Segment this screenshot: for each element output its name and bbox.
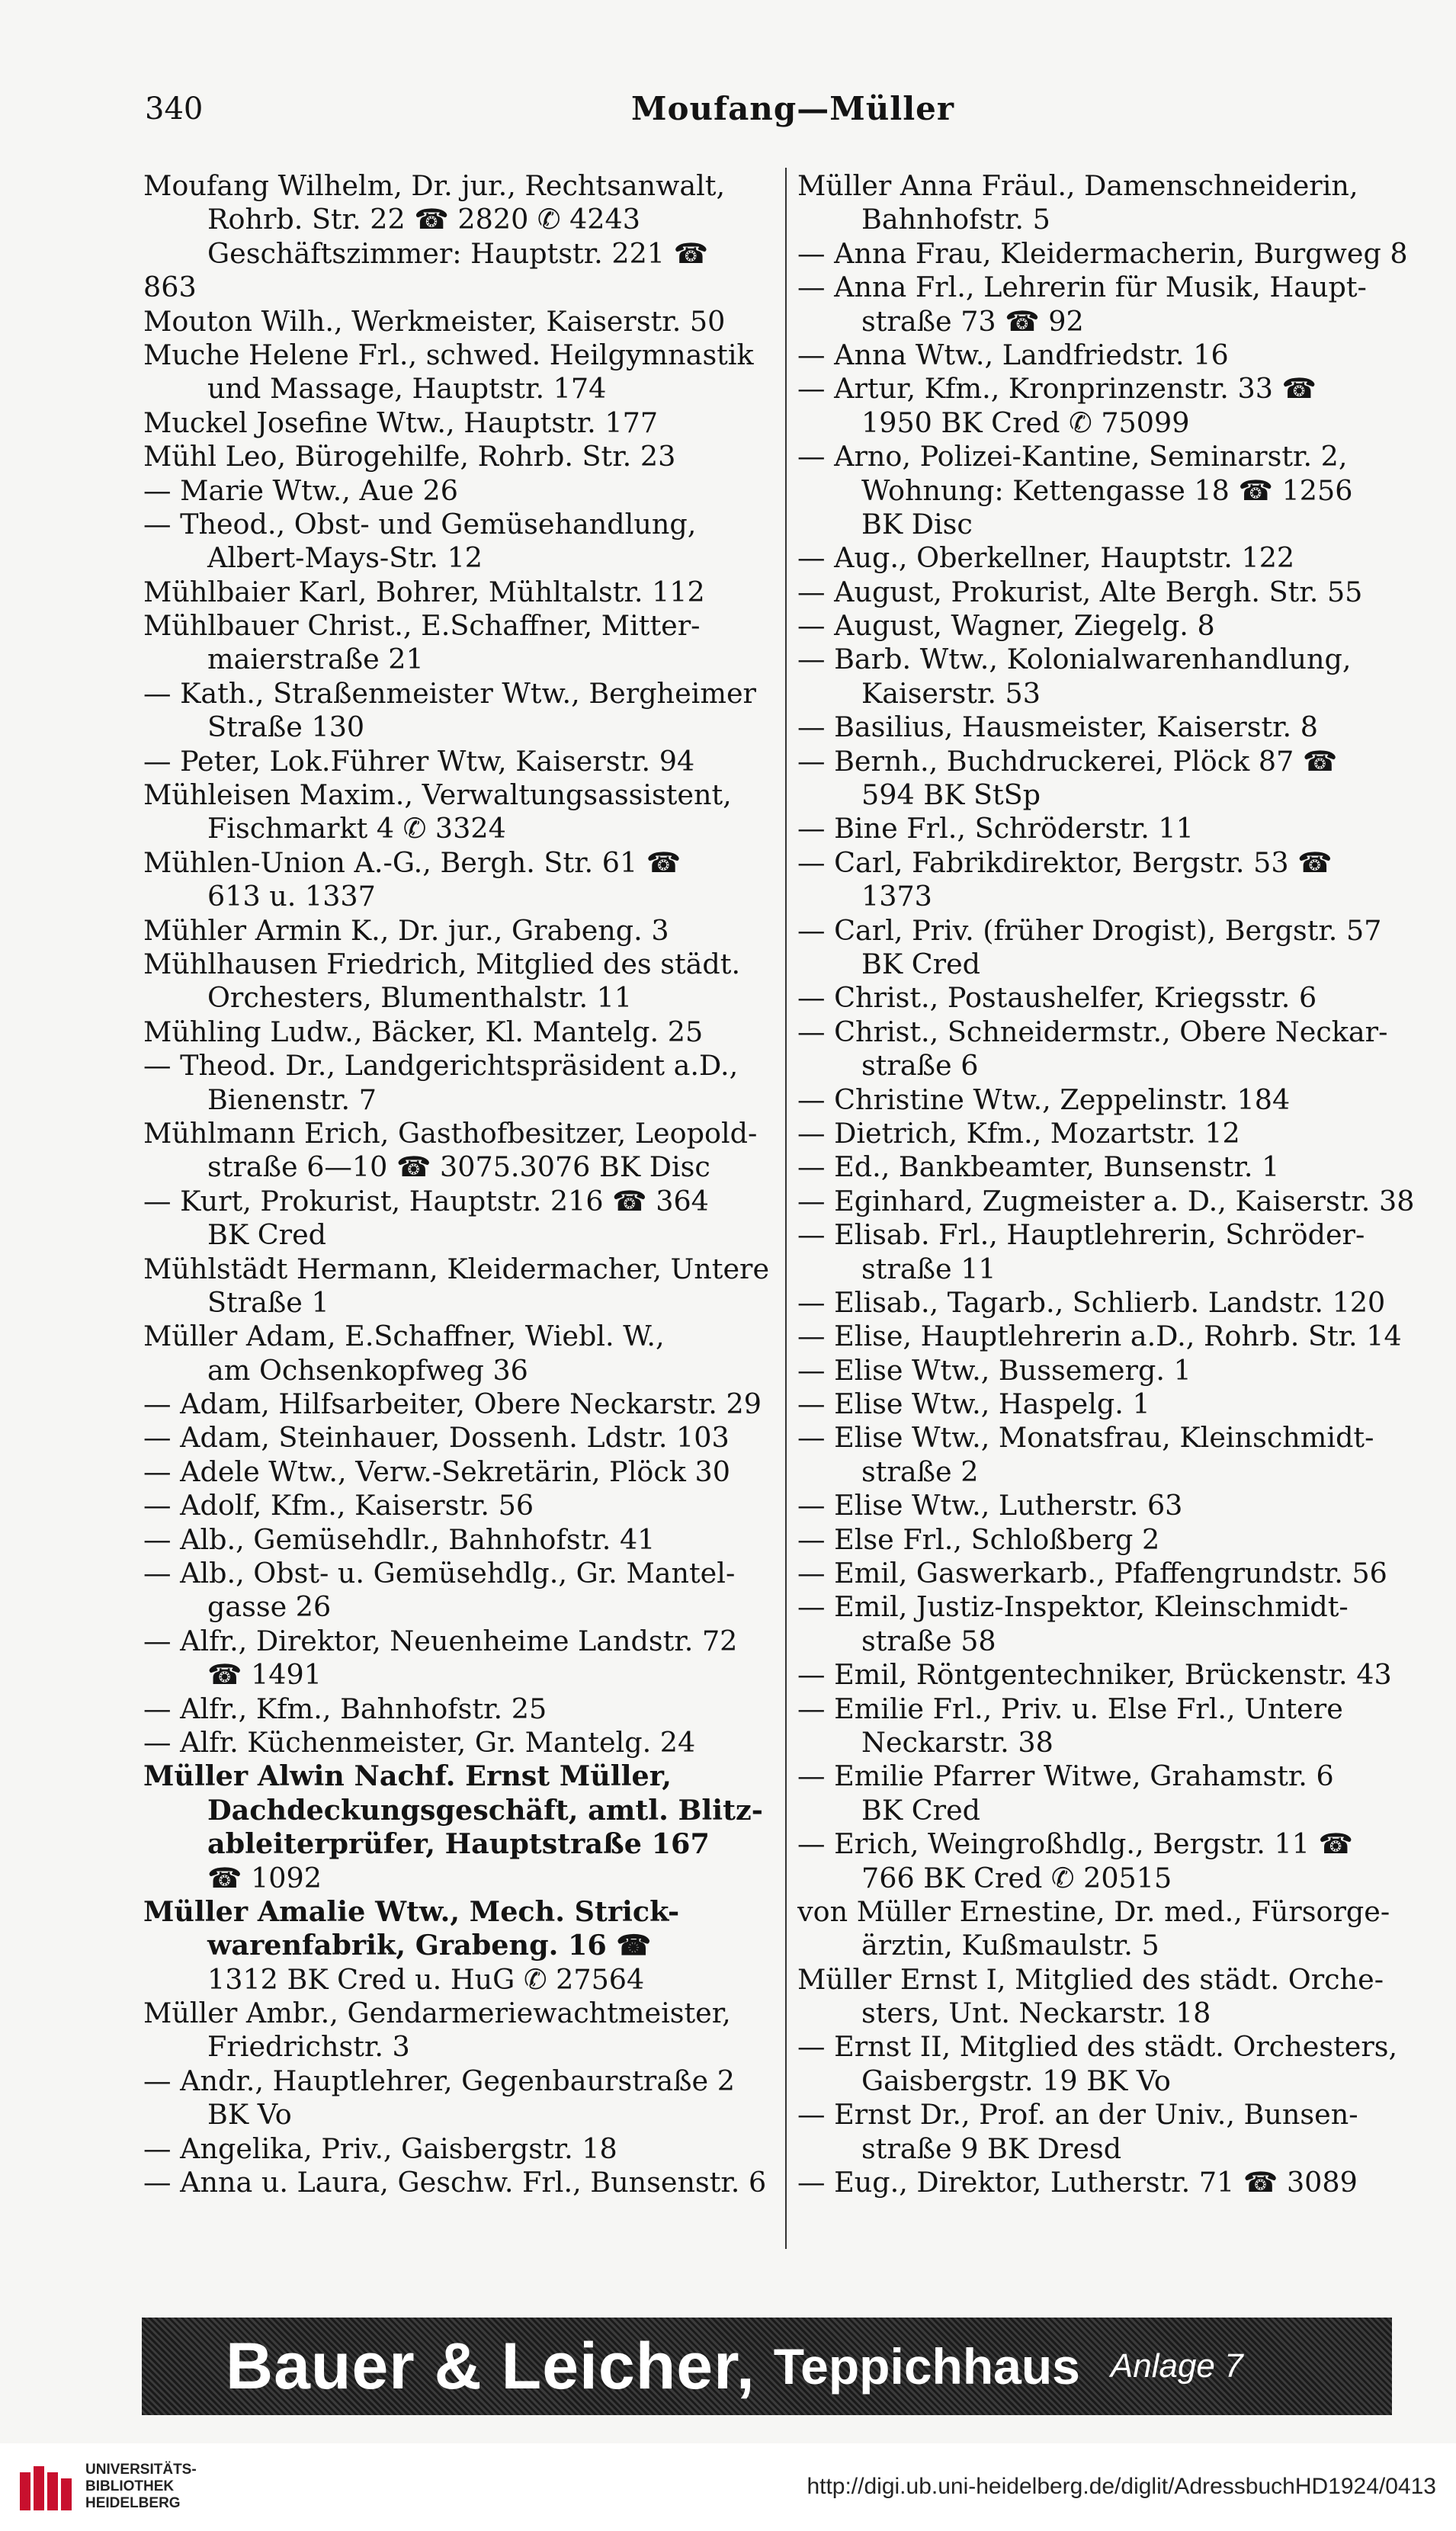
directory-entry-line: straße 2 xyxy=(861,1455,979,1488)
directory-entry-line: ableiterprüfer, Hauptstraße 167 xyxy=(207,1827,710,1861)
directory-entry-line: — Emil, Gaswerkarb., Pfaffengrundstr. 56 xyxy=(797,1557,1387,1590)
directory-entry-line: Neckarstr. 38 xyxy=(861,1725,1054,1759)
directory-entry-line: Kaiserstr. 53 xyxy=(861,676,1041,710)
directory-entry-line: — Elisab. Frl., Hauptlehrerin, Schröder- xyxy=(797,1218,1365,1252)
directory-entry-line: Moufang Wilhelm, Dr. jur., Rechtsanwalt, xyxy=(143,169,726,202)
directory-entry-line: — Alfr. Küchenmeister, Gr. Mantelg. 24 xyxy=(143,1725,696,1759)
directory-entry-line: — Emil, Röntgentechniker, Brückenstr. 43 xyxy=(797,1658,1392,1692)
banner-subtitle: Teppichhaus xyxy=(773,2338,1080,2395)
directory-entry-line: Müller Adam, E.Schaffner, Wiebl. W., xyxy=(143,1320,665,1353)
directory-entry-line: — Carl, Fabrikdirektor, Bergstr. 53 ☎ xyxy=(797,845,1333,879)
directory-entry-line: Müller Anna Fräul., Damenschneiderin, xyxy=(797,169,1358,202)
running-head: Moufang—Müller xyxy=(630,90,954,127)
library-name-line: BIBLIOTHEK xyxy=(85,2478,175,2494)
directory-entry-line: — Adam, Steinhauer, Dossenh. Ldstr. 103 xyxy=(143,1421,730,1455)
directory-entry-line: — Alb., Obst- u. Gemüsehdlg., Gr. Mantel- xyxy=(143,1557,736,1590)
university-library-logo-icon xyxy=(15,2457,76,2518)
directory-entry-line: — Andr., Hauptlehrer, Gegenbaurstraße 2 xyxy=(143,2064,735,2097)
directory-entry-line: Müller Amalie Wtw., Mech. Strick- xyxy=(143,1894,680,1928)
directory-entry-line: straße 73 ☎ 92 xyxy=(861,304,1084,338)
directory-entry-line: — Anna u. Laura, Geschw. Frl., Bunsenstr. 6 xyxy=(143,2166,767,2199)
directory-entry-line: — Adam, Hilfsarbeiter, Obere Neckarstr. 29 xyxy=(143,1387,762,1421)
directory-entry-line: Mühling Ludw., Bäcker, Kl. Mantelg. 25 xyxy=(143,1015,704,1048)
directory-entry-line: Müller Alwin Nachf. Ernst Müller, xyxy=(143,1760,672,1793)
directory-entry-line: Mühlbaier Karl, Bohrer, Mühltalstr. 112 xyxy=(143,575,705,608)
column-divider xyxy=(785,168,787,2249)
directory-entry-line: 1312 BK Cred u. HuG ✆ 27564 xyxy=(207,1962,645,1996)
directory-entry-line: Friedrichstr. 3 xyxy=(207,2030,410,2064)
banner-company-name: Bauer & Leicher, xyxy=(226,2329,755,2403)
directory-entry-line: Mouton Wilh., Werkmeister, Kaiserstr. 50 xyxy=(143,304,726,338)
directory-entry-line: Muckel Josefine Wtw., Hauptstr. 177 xyxy=(143,406,659,439)
directory-entry-line: — Angelika, Priv., Gaisbergstr. 18 xyxy=(143,2132,617,2165)
directory-entry-line: und Massage, Hauptstr. 174 xyxy=(207,372,607,406)
directory-entry-line: — Bine Frl., Schröderstr. 11 xyxy=(797,812,1194,845)
directory-entry-line: — Theod., Obst- und Gemüsehandlung, xyxy=(143,507,697,541)
directory-entry-line: — Elise Wtw., Monatsfrau, Kleinschmidt- xyxy=(797,1421,1374,1455)
directory-entry-line: — Anna Frau, Kleidermacherin, Burgweg 8 xyxy=(797,236,1408,270)
directory-entry-line: warenfabrik, Grabeng. 16 ☎ xyxy=(207,1929,651,1962)
directory-entry-line: — Eug., Direktor, Lutherstr. 71 ☎ 3089 xyxy=(797,2166,1358,2199)
directory-entry-line: ☎ 1092 xyxy=(207,1861,322,1894)
directory-entry-line: straße 9 BK Dresd xyxy=(861,2132,1122,2165)
directory-entry-line: — Aug., Oberkellner, Hauptstr. 122 xyxy=(797,541,1295,575)
directory-entry-line: — Christine Wtw., Zeppelinstr. 184 xyxy=(797,1083,1291,1116)
directory-entry-line: 766 BK Cred ✆ 20515 xyxy=(861,1861,1172,1894)
directory-entry-line: — Basilius, Hausmeister, Kaiserstr. 8 xyxy=(797,711,1318,744)
advertisement-banner xyxy=(142,2318,1392,2415)
directory-entry-line: — Barb. Wtw., Kolonialwarenhandlung, xyxy=(797,643,1352,676)
directory-entry-line: — Dietrich, Kfm., Mozartstr. 12 xyxy=(797,1116,1240,1150)
directory-entry-line: — Adele Wtw., Verw.-Sekretärin, Plöck 30 xyxy=(143,1455,730,1488)
directory-entry-line: 1950 BK Cred ✆ 75099 xyxy=(861,406,1190,439)
directory-entry-line: BK Cred xyxy=(861,1793,981,1827)
directory-entry-line: — Kath., Straßenmeister Wtw., Bergheimer xyxy=(143,676,756,710)
directory-entry-line: Bahnhofstr. 5 xyxy=(861,203,1050,236)
directory-entry-line: BK Vo xyxy=(207,2098,292,2132)
directory-entry-line: — Ernst Dr., Prof. an der Univ., Bunsen- xyxy=(797,2098,1358,2132)
directory-entry-line: — Artur, Kfm., Kronprinzenstr. 33 ☎ xyxy=(797,372,1317,406)
directory-entry-line: Straße 1 xyxy=(207,1285,329,1319)
directory-entry-line: — Emilie Frl., Priv. u. Else Frl., Untere xyxy=(797,1692,1343,1725)
directory-entry-line: — Eginhard, Zugmeister a. D., Kaiserstr. 38 xyxy=(797,1184,1415,1217)
directory-entry-line: gasse 26 xyxy=(207,1590,332,1624)
directory-entry-line: — Ed., Bankbeamter, Bunsenstr. 1 xyxy=(797,1150,1280,1184)
library-name-line: UNIVERSITÄTS- xyxy=(85,2462,197,2478)
directory-entry-line: — Elise Wtw., Lutherstr. 63 xyxy=(797,1489,1183,1522)
directory-entry-line: — Arno, Polizei-Kantine, Seminarstr. 2, xyxy=(797,440,1348,473)
directory-entry-line: — Ernst II, Mitglied des städt. Orchesters, xyxy=(797,2030,1398,2064)
directory-entry-line: — August, Wagner, Ziegelg. 8 xyxy=(797,609,1215,643)
directory-entry-line: Müller Ambr., Gendarmeriewachtmeister, xyxy=(143,1997,731,2030)
library-name xyxy=(85,2462,197,2512)
directory-entry-line: straße 6 xyxy=(861,1049,979,1083)
directory-entry-line: Müller Ernst I, Mitglied des städt. Orche- xyxy=(797,1962,1384,1996)
directory-entry-line: Mühlhausen Friedrich, Mitglied des städt. xyxy=(143,947,741,980)
directory-entry-line: — Elise Wtw., Haspelg. 1 xyxy=(797,1387,1150,1421)
directory-entry-line: — Marie Wtw., Aue 26 xyxy=(143,473,458,507)
banner-note: Anlage 7 xyxy=(1110,2347,1243,2385)
directory-entry-line: straße 11 xyxy=(861,1252,996,1285)
directory-entry-line: Mühlstädt Hermann, Kleidermacher, Untere xyxy=(143,1252,770,1285)
right-column xyxy=(797,169,1430,2199)
directory-entry-line: — Else Frl., Schloßberg 2 xyxy=(797,1522,1160,1556)
directory-entry-line: von Müller Ernestine, Dr. med., Fürsorge- xyxy=(797,1894,1390,1928)
directory-entry-line: Muche Helene Frl., schwed. Heilgymnastik xyxy=(143,338,754,371)
directory-entry-line: Mühlen-Union A.-G., Bergh. Str. 61 ☎ xyxy=(143,845,681,879)
directory-entry-line: — Christ., Schneidermstr., Obere Neckar- xyxy=(797,1015,1388,1048)
directory-entry-line: — Alfr., Direktor, Neuenheime Landstr. 72 xyxy=(143,1624,738,1657)
directory-entry-line: — Carl, Priv. (früher Drogist), Bergstr. 57 xyxy=(797,913,1382,947)
directory-entry-line: — Alfr., Kfm., Bahnhofstr. 25 xyxy=(143,1692,547,1725)
directory-entry-line: straße 6—10 ☎ 3075.3076 BK Disc xyxy=(207,1150,710,1184)
directory-entry-line: — Bernh., Buchdruckerei, Plöck 87 ☎ xyxy=(797,744,1338,778)
directory-entry-line: Bienenstr. 7 xyxy=(207,1083,377,1116)
directory-entry-line: — Kurt, Prokurist, Hauptstr. 216 ☎ 364 xyxy=(143,1184,709,1217)
directory-entry-line: ☎ 1491 xyxy=(207,1658,322,1692)
directory-entry-line: Dachdeckungsgeschäft, amtl. Blitz- xyxy=(207,1793,763,1827)
directory-entry-line: Fischmarkt 4 ✆ 3324 xyxy=(207,812,506,845)
directory-entry-line: — Elise Wtw., Bussemerg. 1 xyxy=(797,1353,1191,1387)
directory-entry-line: ärztin, Kußmaulstr. 5 xyxy=(861,1929,1159,1962)
directory-entry-line: am Ochsenkopfweg 36 xyxy=(207,1353,528,1387)
directory-entry-line: 1373 xyxy=(861,880,932,913)
directory-entry-line: Mühler Armin K., Dr. jur., Grabeng. 3 xyxy=(143,913,669,947)
source-url-link[interactable]: http://digi.ub.uni-heidelberg.de/diglit/AdressbuchHD1924/0413 xyxy=(807,2474,1436,2499)
directory-entry-line: BK Cred xyxy=(861,947,981,980)
library-name-line: HEIDELBERG xyxy=(85,2495,181,2511)
directory-entry-line: — Emilie Pfarrer Witwe, Grahamstr. 6 xyxy=(797,1760,1334,1793)
directory-entry-line: — Christ., Postaushelfer, Kriegsstr. 6 xyxy=(797,981,1317,1015)
directory-entry-line: Mühl Leo, Bürogehilfe, Rohrb. Str. 23 xyxy=(143,440,676,473)
directory-entry-line: — Peter, Lok.Führer Wtw, Kaiserstr. 94 xyxy=(143,744,695,778)
directory-entry-line: — Elise, Hauptlehrerin a.D., Rohrb. Str. 14 xyxy=(797,1320,1402,1353)
directory-entry-line: 594 BK StSp xyxy=(861,778,1041,812)
directory-entry-line: Mühlmann Erich, Gasthofbesitzer, Leopold- xyxy=(143,1116,758,1150)
directory-entry-line: maierstraße 21 xyxy=(207,643,424,676)
directory-entry-line: Mühleisen Maxim., Verwaltungsassistent, xyxy=(143,778,732,812)
directory-entry-line: Gaisbergstr. 19 BK Vo xyxy=(861,2064,1171,2097)
directory-entry-line: Mühlbauer Christ., E.Schaffner, Mitter- xyxy=(143,609,701,643)
directory-entry-line: straße 58 xyxy=(861,1624,996,1657)
directory-entry-line: Straße 130 xyxy=(207,711,365,744)
directory-entry-line: — Emil, Justiz-Inspektor, Kleinschmidt- xyxy=(797,1590,1349,1624)
directory-entry-line: Wohnung: Kettengasse 18 ☎ 1256 xyxy=(861,473,1353,507)
directory-entry-line: — Theod. Dr., Landgerichtspräsident a.D., xyxy=(143,1049,739,1083)
directory-entry-line: sters, Unt. Neckarstr. 18 xyxy=(861,1997,1211,2030)
left-column xyxy=(143,169,776,2199)
directory-entry-line: — Erich, Weingroßhdlg., Bergstr. 11 ☎ xyxy=(797,1827,1354,1861)
directory-entry-line: — Adolf, Kfm., Kaiserstr. 56 xyxy=(143,1489,534,1522)
directory-entry-line: BK Cred xyxy=(207,1218,327,1252)
directory-entry-line: Orchesters, Blumenthalstr. 11 xyxy=(207,981,633,1015)
directory-entry-line: BK Disc xyxy=(861,507,973,541)
page-number: 340 xyxy=(145,91,204,127)
directory-entry-line: — August, Prokurist, Alte Bergh. Str. 55 xyxy=(797,575,1363,608)
directory-entry-line: Rohrb. Str. 22 ☎ 2820 ✆ 4243 xyxy=(207,203,640,236)
directory-entry-line: — Alb., Gemüsehdlr., Bahnhofstr. 41 xyxy=(143,1522,656,1556)
directory-entry-line: Geschäftszimmer: Hauptstr. 221 ☎ xyxy=(207,236,709,270)
directory-entry-line: 613 u. 1337 xyxy=(207,880,376,913)
directory-entry-line: — Anna Frl., Lehrerin für Musik, Haupt- xyxy=(797,271,1367,304)
directory-entry-line: — Anna Wtw., Landfriedstr. 16 xyxy=(797,338,1229,371)
directory-entry-line: 863 xyxy=(143,271,197,304)
footer xyxy=(0,2443,1456,2531)
directory-entry-line: — Elisab., Tagarb., Schlierb. Landstr. 120 xyxy=(797,1285,1386,1319)
directory-entry-line: Albert-Mays-Str. 12 xyxy=(207,541,483,575)
